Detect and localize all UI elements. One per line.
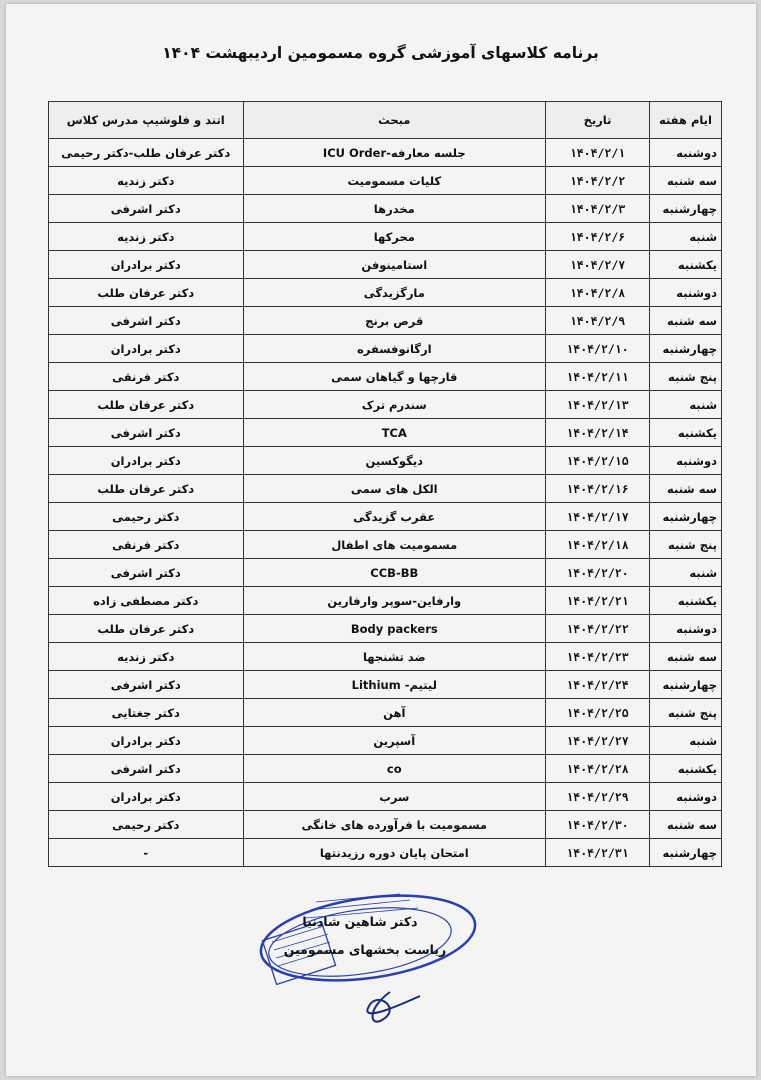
table-row [49, 195, 722, 223]
cell-tutor: دکتر رحیمی [49, 811, 244, 839]
cell-date: ۱۴۰۴/۲/۱۵ [546, 447, 650, 475]
table-row [49, 587, 722, 615]
header-date: تاریخ [546, 102, 650, 139]
cell-tutor: دکتر اشرفی [49, 559, 244, 587]
table-row [49, 251, 722, 279]
table-row [49, 447, 722, 475]
cell-day: چهارشنبه [649, 839, 721, 867]
cell-day: چهارشنبه [649, 503, 721, 531]
cell-date: ۱۴۰۴/۲/۲۷ [546, 727, 650, 755]
cell-date: ۱۴۰۴/۲/۹ [546, 307, 650, 335]
cell-topic: ضد تشنجها [243, 643, 546, 671]
table-row [49, 391, 722, 419]
table-row [49, 671, 722, 699]
table-row [49, 503, 722, 531]
cell-topic: لیتیم- Lithium [243, 671, 546, 699]
cell-topic: استامینوفن [243, 251, 546, 279]
cell-day: چهارشنبه [649, 671, 721, 699]
cell-day: چهارشنبه [649, 335, 721, 363]
cell-topic: TCA [243, 419, 546, 447]
cell-day: پنج شنبه [649, 363, 721, 391]
cell-day: سه شنبه [649, 643, 721, 671]
cell-date: ۱۴۰۴/۲/۱۱ [546, 363, 650, 391]
cell-tutor: دکتر اشرفی [49, 419, 244, 447]
table-row [49, 811, 722, 839]
table-row [49, 615, 722, 643]
cell-date: ۱۴۰۴/۲/۱۶ [546, 475, 650, 503]
table-row [49, 531, 722, 559]
cell-day: پنج شنبه [649, 699, 721, 727]
cell-date: ۱۴۰۴/۲/۱۳ [546, 391, 650, 419]
signatory-role: ریاست بخشهای مسمومین [283, 942, 447, 957]
cell-date: ۱۴۰۴/۲/۲۴ [546, 671, 650, 699]
table-row [49, 419, 722, 447]
cell-tutor: دکتر برادران [49, 251, 244, 279]
cell-day: شنبه [649, 727, 721, 755]
cell-tutor: دکتر عرفان طلب [49, 391, 244, 419]
cell-date: ۱۴۰۴/۲/۳۰ [546, 811, 650, 839]
cell-day: یکشنبه [649, 251, 721, 279]
cell-date: ۱۴۰۴/۲/۲۲ [546, 615, 650, 643]
cell-tutor: دکتر جغتایی [49, 699, 244, 727]
cell-date: ۱۴۰۴/۲/۷ [546, 251, 650, 279]
cell-date: ۱۴۰۴/۲/۲۹ [546, 783, 650, 811]
cell-day: شنبه [649, 391, 721, 419]
cell-topic: مخدرها [243, 195, 546, 223]
cell-tutor: - [49, 839, 244, 867]
cell-topic: co [243, 755, 546, 783]
cell-tutor: دکتر عرفان طلب-دکتر رحیمی [49, 139, 244, 167]
cell-day: یکشنبه [649, 419, 721, 447]
table-row [49, 839, 722, 867]
cell-topic: امتحان پایان دوره رزیدنتها [243, 839, 546, 867]
cell-tutor: دکتر زندیه [49, 167, 244, 195]
cell-topic: عقرب گزیدگی [243, 503, 546, 531]
cell-date: ۱۴۰۴/۲/۲۰ [546, 559, 650, 587]
cell-date: ۱۴۰۴/۲/۳ [546, 195, 650, 223]
cell-tutor: دکتر مصطفی زاده [49, 587, 244, 615]
cell-topic: ارگانوفسفره [243, 335, 546, 363]
cell-topic: محرکها [243, 223, 546, 251]
cell-day: دوشنبه [649, 783, 721, 811]
table-row [49, 699, 722, 727]
header-tutor: اتند و فلوشیپ مدرس کلاس [49, 102, 244, 139]
cell-tutor: دکتر برادران [49, 447, 244, 475]
cell-tutor: دکتر برادران [49, 783, 244, 811]
cell-topic: قارچها و گیاهان سمی [243, 363, 546, 391]
cell-date: ۱۴۰۴/۲/۲ [546, 167, 650, 195]
cell-day: چهارشنبه [649, 195, 721, 223]
cell-topic: مارگزیدگی [243, 279, 546, 307]
cell-day: پنج شنبه [649, 531, 721, 559]
cell-tutor: دکتر عرفان طلب [49, 475, 244, 503]
cell-date: ۱۴۰۴/۲/۱۰ [546, 335, 650, 363]
cell-tutor: دکتر عرفان طلب [49, 615, 244, 643]
table-row [49, 475, 722, 503]
cell-day: دوشنبه [649, 615, 721, 643]
cell-topic: آهن [243, 699, 546, 727]
signature-block [250, 880, 490, 1030]
cell-topic: آسپرین [243, 727, 546, 755]
cell-tutor: دکتر فرنقی [49, 531, 244, 559]
table-row [49, 279, 722, 307]
cell-day: شنبه [649, 223, 721, 251]
cell-day: دوشنبه [649, 139, 721, 167]
table-row [49, 223, 722, 251]
cell-topic: مسمومیت با فرآورده های خانگی [243, 811, 546, 839]
cell-day: شنبه [649, 559, 721, 587]
cell-topic: سرب [243, 783, 546, 811]
table-header-row [49, 102, 722, 139]
cell-topic: کلیات مسمومیت [243, 167, 546, 195]
cell-date: ۱۴۰۴/۲/۲۵ [546, 699, 650, 727]
cell-day: یکشنبه [649, 755, 721, 783]
cell-day: دوشنبه [649, 279, 721, 307]
cell-date: ۱۴۰۴/۲/۱۸ [546, 531, 650, 559]
cell-date: ۱۴۰۴/۲/۲۳ [546, 643, 650, 671]
document-title: برنامه کلاسهای آموزشی گروه مسمومین اردیبهشت ۱۴۰۴ [162, 44, 599, 62]
cell-tutor: دکتر اشرفی [49, 755, 244, 783]
header-day: ایام هفته [649, 102, 721, 139]
cell-topic: قرص برنج [243, 307, 546, 335]
cell-day: سه شنبه [649, 167, 721, 195]
cell-date: ۱۴۰۴/۲/۶ [546, 223, 650, 251]
cell-date: ۱۴۰۴/۲/۸ [546, 279, 650, 307]
table-row [49, 783, 722, 811]
table-row [49, 335, 722, 363]
cell-date: ۱۴۰۴/۲/۲۱ [546, 587, 650, 615]
cell-topic: Body packers [243, 615, 546, 643]
cell-tutor: دکتر اشرفی [49, 307, 244, 335]
cell-date: ۱۴۰۴/۲/۱ [546, 139, 650, 167]
table-row [49, 559, 722, 587]
header-topic: مبحث [243, 102, 546, 139]
signatory-name: دکتر شاهین شادنیا [302, 914, 418, 929]
cell-topic: وارفاین-سوپر وارفارین [243, 587, 546, 615]
cell-topic: مسمومیت های اطفال [243, 531, 546, 559]
cell-topic: ICU Order-جلسه معارفه [243, 139, 546, 167]
schedule-table [48, 101, 722, 867]
cell-tutor: دکتر زندیه [49, 223, 244, 251]
cell-date: ۱۴۰۴/۲/۱۴ [546, 419, 650, 447]
table-row [49, 167, 722, 195]
cell-tutor: دکتر برادران [49, 727, 244, 755]
cell-day: دوشنبه [649, 447, 721, 475]
cell-topic: CCB-BB [243, 559, 546, 587]
cell-day: سه شنبه [649, 307, 721, 335]
table-row [49, 755, 722, 783]
cell-topic: الکل های سمی [243, 475, 546, 503]
table-row [49, 643, 722, 671]
cell-topic: سندرم ترک [243, 391, 546, 419]
cell-tutor: دکتر اشرفی [49, 195, 244, 223]
cell-date: ۱۴۰۴/۲/۲۸ [546, 755, 650, 783]
cell-tutor: دکتر فرنقی [49, 363, 244, 391]
cell-day: یکشنبه [649, 587, 721, 615]
cell-tutor: دکتر عرفان طلب [49, 279, 244, 307]
cell-topic: دیگوکسین [243, 447, 546, 475]
cell-tutor: دکتر رحیمی [49, 503, 244, 531]
cell-tutor: دکتر برادران [49, 335, 244, 363]
cell-day: سه شنبه [649, 811, 721, 839]
cell-tutor: دکتر زندیه [49, 643, 244, 671]
table-row [49, 727, 722, 755]
cell-date: ۱۴۰۴/۲/۱۷ [546, 503, 650, 531]
cell-tutor: دکتر اشرفی [49, 671, 244, 699]
table-row [49, 363, 722, 391]
table-row [49, 307, 722, 335]
cell-date: ۱۴۰۴/۲/۳۱ [546, 839, 650, 867]
cell-day: سه شنبه [649, 475, 721, 503]
table-row [49, 139, 722, 167]
